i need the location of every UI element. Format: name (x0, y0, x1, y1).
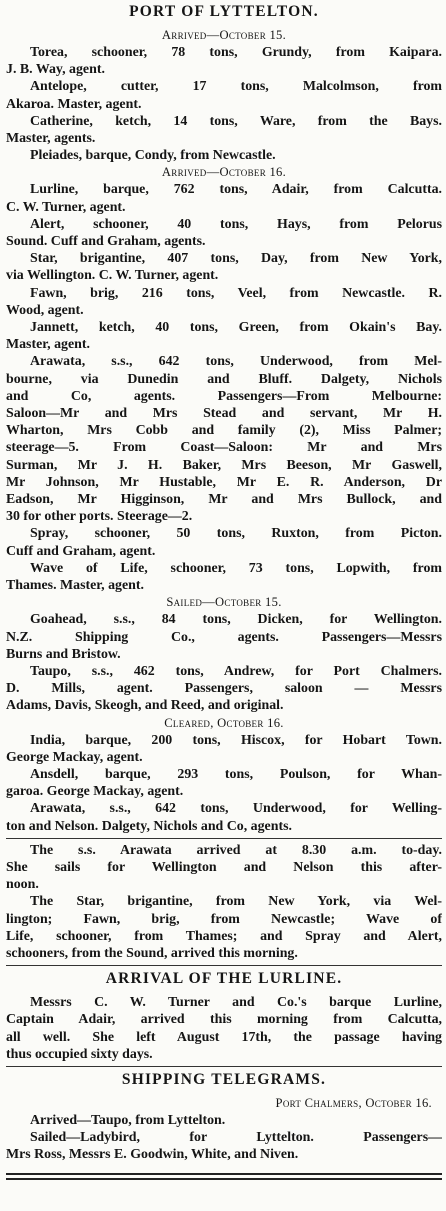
notice-entry (6, 525, 442, 559)
notice-line: Ansdell, barque, 293 tons, Poulson, for Whan- (30, 766, 442, 782)
notice-line: Master, agent. (6, 337, 90, 353)
section-cleared-oct16 (6, 732, 442, 835)
notice-entry (6, 766, 442, 800)
notice-line: C. W. Turner, agent. (6, 199, 126, 215)
notice-line: Catherine, ketch, 14 tons, Ware, from the Bays. (30, 113, 442, 129)
section-sailed-oct15 (6, 611, 442, 714)
subhead-sailed-oct15: Sailed—October 15. (166, 595, 282, 610)
notice-line: She sails for Wellington and Nelson this after- (6, 859, 442, 875)
notice-line: Captain Adair, arrived this morning from Calcutta, (6, 1012, 442, 1028)
notice-line: Alert, schooner, 40 tons, Hays, from Pelorus (30, 216, 442, 232)
double-rule (6, 1178, 442, 1180)
notice-line: George Mackay, agent. (6, 749, 143, 765)
notice-line: Lurline, barque, 762 tons, Adair, from Calcutta. (30, 182, 442, 198)
notice-entry (6, 181, 442, 215)
notice-line: bourne, via Dunedin and Bluff. Dalgety, Nichols (6, 371, 442, 387)
notice-entry (6, 663, 442, 715)
notice-line: India, barque, 200 tons, Hiscox, for Hobart Town. (30, 732, 442, 748)
divider (6, 838, 442, 839)
section-lurline (6, 994, 442, 1063)
notice-line: ton and Nelson. Dalgety, Nichols and Co, agents. (6, 818, 292, 834)
notice-line: Arawata, s.s., 642 tons, Underwood, for Welling- (30, 801, 442, 817)
notice-line: Mr Johnson, Mr Hustable, Mr E. R. Anderson, Dr (6, 474, 442, 490)
notice-line: Mrs Ross, Messrs E. Goodwin, White, and Niven. (6, 1147, 299, 1163)
notice-entry (6, 1129, 442, 1163)
subhead-cleared-oct16: Cleared, October 16. (164, 715, 284, 730)
notice-line: schooners, from the Sound, arrived this morning. (6, 945, 298, 961)
notice-entry (6, 842, 442, 894)
newspaper-column (0, 2, 446, 1211)
notice-entry (6, 994, 442, 1063)
notice-line: garoa. George Mackay, agent. (6, 784, 184, 800)
notice-entry (6, 732, 442, 766)
notice-line: noon. (6, 877, 39, 893)
notice-line: Wood, agent. (6, 302, 84, 318)
divider (6, 965, 442, 966)
heading-port-of-lyttelton: PORT OF LYTTELTON. (129, 3, 319, 20)
notice-line: Cuff and Graham, agent. (6, 543, 156, 559)
double-rule (6, 1173, 442, 1175)
notice-entry (6, 44, 442, 78)
notice-line: Adams, Davis, Skeogh, and Reed, and original. (6, 698, 284, 714)
heading-arrival-of-lurline: ARRIVAL OF THE LURLINE. (105, 970, 343, 988)
notice-line: Wharton, Mrs Cobb and family (2), Miss Palmer; (6, 423, 442, 439)
notice-line: and Co, agents. Passengers—From Melbourne: (6, 388, 442, 404)
notice-line: The Star, brigantine, from New York, via Wel- (30, 894, 442, 910)
notice-entry (6, 216, 442, 250)
notice-line: Jannett, ketch, 40 tons, Green, from Okain's Bay. (30, 320, 442, 336)
subhead-arrived-oct16: Arrived—October 16. (161, 165, 287, 180)
notice-entry (6, 800, 442, 834)
notice-line: all well. She left August 17th, the passage having (6, 1029, 442, 1045)
notice-line: Torea, schooner, 78 tons, Grundy, from Kaipara. (30, 45, 442, 60)
notice-line: Wave of Life, schooner, 73 tons, Lopwith, from (30, 560, 442, 576)
notice-entry (6, 560, 442, 594)
notice-entry (6, 893, 442, 962)
dateline-port-chalmers: Port Chalmers, October 16. (275, 1095, 432, 1110)
notice-entry (6, 285, 442, 319)
notice-entry (6, 1112, 442, 1129)
notice-line: Master, agents. (6, 131, 96, 147)
notice-line: 30 for other ports. Steerage—2. (6, 509, 193, 525)
notice-entry (6, 319, 442, 353)
notice-line: D. Mills, agent. Passengers, saloon — Messrs (6, 681, 442, 697)
notice-entry (6, 78, 442, 112)
notice-line: Messrs C. W. Turner and Co.'s barque Lurline, (30, 995, 442, 1011)
notice-line: Fawn, brig, 216 tons, Veel, from Newcastle. R. (30, 285, 442, 301)
heading-shipping-telegrams: SHIPPING TELEGRAMS. (121, 1070, 327, 1088)
notice-line: lington; Fawn, brig, from Newcastle; Wave of (6, 911, 442, 927)
section-news (6, 842, 442, 962)
notice-line: Spray, schooner, 50 tons, Ruxton, from Picton. (30, 526, 442, 542)
notice-line: via Wellington. C. W. Turner, agent. (6, 268, 219, 284)
subhead-arrived-oct15: Arrived—October 15. (161, 28, 287, 42)
notice-line: Eadson, Mr Higginson, Mr and Mrs Bullock, and (6, 492, 442, 508)
divider (6, 1066, 442, 1067)
notice-entry (6, 147, 442, 164)
notice-line: Pleiades, barque, Condy, from Newcastle. (30, 148, 276, 164)
notice-line: Antelope, cutter, 17 tons, Malcolmson, from (30, 79, 442, 95)
notice-line: Arrived—Taupo, from Lyttelton. (30, 1112, 226, 1128)
section-arrived-oct16 (6, 181, 442, 594)
notice-line: Goahead, s.s., 84 tons, Dicken, for Wellington. (30, 612, 442, 628)
notice-line: Saloon—Mr and Mrs Stead and servant, Mr H. (6, 406, 442, 422)
notice-line: Sound. Cuff and Graham, agents. (6, 234, 206, 250)
section-arrived-oct15 (6, 44, 442, 164)
notice-entry (6, 611, 442, 663)
notice-line: Akaroa. Master, agent. (6, 96, 142, 112)
notice-line: The s.s. Arawata arrived at 8.30 a.m. to-day. (30, 842, 442, 858)
notice-entry (6, 353, 442, 525)
notice-line: Thames. Master, agent. (6, 578, 144, 594)
notice-line: Arawata, s.s., 642 tons, Underwood, from Mel- (30, 354, 442, 370)
notice-line: J. B. Way, agent. (6, 62, 105, 78)
notice-entry (6, 113, 442, 147)
notice-entry (6, 250, 442, 284)
notice-line: Burns and Bristow. (6, 646, 121, 662)
notice-line: N.Z. Shipping Co., agents. Passengers—Messrs (6, 629, 442, 645)
notice-line: steerage—5. From Coast—Saloon: Mr and Mrs (6, 440, 442, 456)
notice-line: Sailed—Ladybird, for Lyttelton. Passengers— (30, 1130, 442, 1146)
notice-line: Taupo, s.s., 462 tons, Andrew, for Port Chalmers. (30, 663, 442, 679)
notice-line: thus occupied sixty days. (6, 1046, 153, 1062)
notice-line: Life, schooner, from Thames; and Spray and Alert, (6, 928, 442, 944)
section-telegrams (6, 1112, 442, 1164)
notice-line: Star, brigantine, 407 tons, Day, from New York, (30, 251, 442, 267)
notice-line: Surman, Mr J. H. Baker, Mrs Beeson, Mr Gaswell, (6, 457, 442, 473)
